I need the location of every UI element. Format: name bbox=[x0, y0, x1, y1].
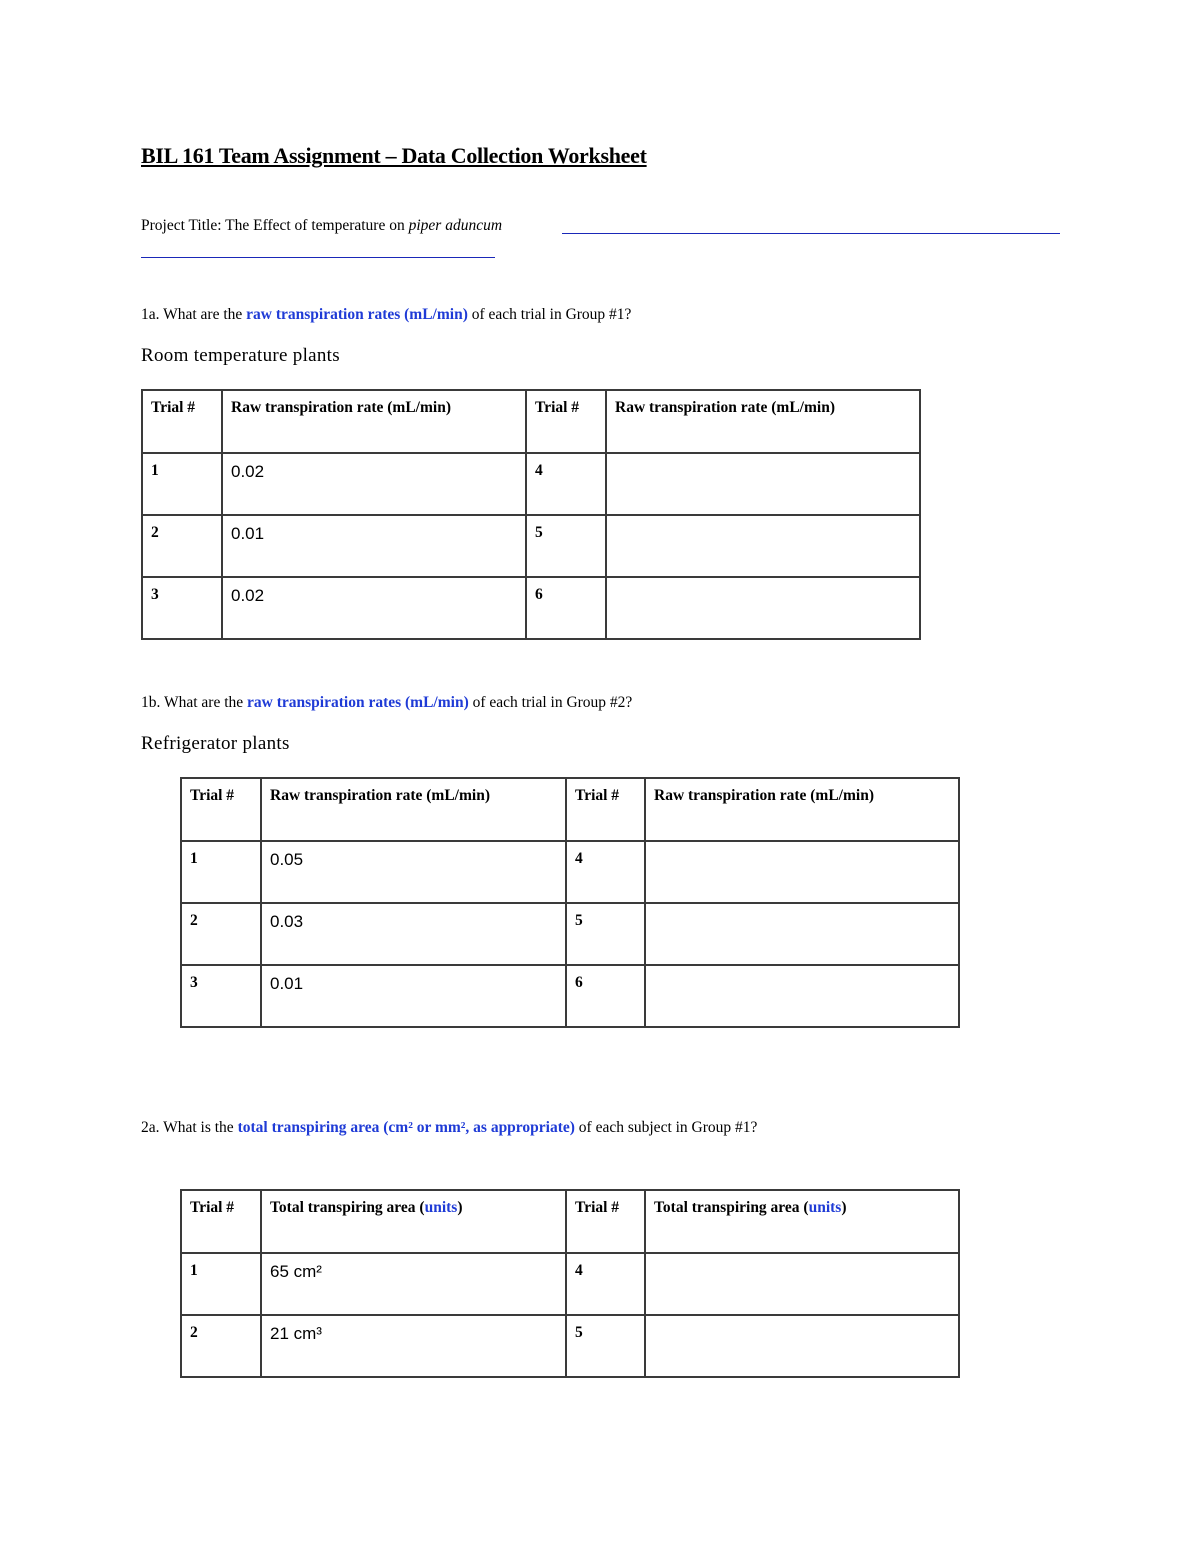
header-trial: Trial # bbox=[142, 390, 222, 453]
rate-cell[interactable] bbox=[606, 515, 920, 577]
subtitle-room-temperature: Room temperature plants bbox=[141, 345, 340, 366]
table-row bbox=[181, 965, 959, 1027]
table-row bbox=[142, 453, 920, 515]
rate-cell[interactable]: 0.02 bbox=[222, 577, 526, 639]
table-row bbox=[181, 841, 959, 903]
trial-number: 6 bbox=[566, 965, 645, 1027]
trial-number: 4 bbox=[566, 1253, 645, 1315]
trial-number: 3 bbox=[181, 965, 261, 1027]
trial-number: 2 bbox=[181, 903, 261, 965]
question-2a-highlight: total transpiring area (cm² or mm², as appropriate) bbox=[237, 1119, 575, 1136]
header-rate: Raw transpiration rate (mL/min) bbox=[261, 778, 566, 841]
question-1b-highlight: raw transpiration rates (mL/min) bbox=[247, 694, 469, 711]
trial-number: 1 bbox=[181, 1253, 261, 1315]
rate-cell[interactable]: 0.01 bbox=[261, 965, 566, 1027]
header-trial: Trial # bbox=[181, 1190, 261, 1253]
rate-cell[interactable]: 0.02 bbox=[222, 453, 526, 515]
rate-cell[interactable] bbox=[645, 841, 959, 903]
header-rate: Raw transpiration rate (mL/min) bbox=[606, 390, 920, 453]
area-cell[interactable] bbox=[645, 1253, 959, 1315]
trial-number: 5 bbox=[526, 515, 606, 577]
trial-number: 4 bbox=[566, 841, 645, 903]
header-area-prefix: Total transpiring area ( bbox=[654, 1199, 809, 1216]
project-title-line bbox=[141, 217, 502, 235]
question-1a bbox=[141, 306, 631, 324]
rate-cell[interactable]: 0.03 bbox=[261, 903, 566, 965]
header-area-suffix: ) bbox=[841, 1199, 847, 1216]
header-trial: Trial # bbox=[181, 778, 261, 841]
header-trial: Trial # bbox=[526, 390, 606, 453]
question-1a-suffix: of each trial in Group #1? bbox=[471, 306, 632, 323]
header-area-units: units bbox=[808, 1199, 842, 1216]
area-cell[interactable]: 65 cm² bbox=[261, 1253, 566, 1315]
rate-cell[interactable] bbox=[645, 903, 959, 965]
project-title-label: Project Title: The Effect of temperature on bbox=[141, 217, 405, 234]
header-area bbox=[645, 1190, 959, 1253]
table-row bbox=[142, 515, 920, 577]
table-header-row bbox=[181, 1190, 959, 1253]
trial-number: 3 bbox=[142, 577, 222, 639]
trial-number: 2 bbox=[142, 515, 222, 577]
rate-cell[interactable] bbox=[606, 453, 920, 515]
table-header-row bbox=[142, 390, 920, 453]
header-rate: Raw transpiration rate (mL/min) bbox=[222, 390, 526, 453]
rate-cell[interactable]: 0.05 bbox=[261, 841, 566, 903]
table-group-2 bbox=[180, 777, 960, 1028]
trial-number: 5 bbox=[566, 903, 645, 965]
question-1a-prefix: 1a. What are the bbox=[141, 306, 243, 323]
trial-number: 6 bbox=[526, 577, 606, 639]
header-area-suffix: ) bbox=[457, 1199, 463, 1216]
header-area-units: units bbox=[424, 1199, 458, 1216]
table-group-1 bbox=[141, 389, 921, 640]
rate-cell[interactable] bbox=[645, 965, 959, 1027]
trial-number: 1 bbox=[181, 841, 261, 903]
table-row bbox=[181, 1315, 959, 1377]
rate-cell[interactable] bbox=[606, 577, 920, 639]
rate-cell[interactable]: 0.01 bbox=[222, 515, 526, 577]
question-1b-prefix: 1b. What are the bbox=[141, 694, 244, 711]
project-species: piper aduncum bbox=[408, 217, 503, 234]
header-trial: Trial # bbox=[566, 778, 645, 841]
subtitle-refrigerator: Refrigerator plants bbox=[141, 733, 290, 754]
trial-number: 1 bbox=[142, 453, 222, 515]
area-cell[interactable] bbox=[645, 1315, 959, 1377]
question-1b bbox=[141, 694, 632, 712]
question-2a-prefix: 2a. What is the bbox=[141, 1119, 234, 1136]
area-cell[interactable]: 21 cm³ bbox=[261, 1315, 566, 1377]
question-1b-suffix: of each trial in Group #2? bbox=[472, 694, 633, 711]
header-trial: Trial # bbox=[566, 1190, 645, 1253]
table-row bbox=[181, 1253, 959, 1315]
header-area bbox=[261, 1190, 566, 1253]
header-rate: Raw transpiration rate (mL/min) bbox=[645, 778, 959, 841]
table-area-group-1 bbox=[180, 1189, 960, 1378]
question-2a bbox=[141, 1119, 757, 1137]
header-area-prefix: Total transpiring area ( bbox=[270, 1199, 425, 1216]
worksheet-title: BIL 161 Team Assignment – Data Collection Worksheet bbox=[141, 143, 647, 168]
trial-number: 4 bbox=[526, 453, 606, 515]
question-1a-highlight: raw transpiration rates (mL/min) bbox=[246, 306, 468, 323]
table-header-row bbox=[181, 778, 959, 841]
table-row bbox=[181, 903, 959, 965]
project-title-underline bbox=[562, 233, 1060, 234]
trial-number: 2 bbox=[181, 1315, 261, 1377]
table-row bbox=[142, 577, 920, 639]
project-title-underline-2 bbox=[141, 257, 495, 258]
question-2a-suffix: of each subject in Group #1? bbox=[578, 1119, 758, 1136]
trial-number: 5 bbox=[566, 1315, 645, 1377]
